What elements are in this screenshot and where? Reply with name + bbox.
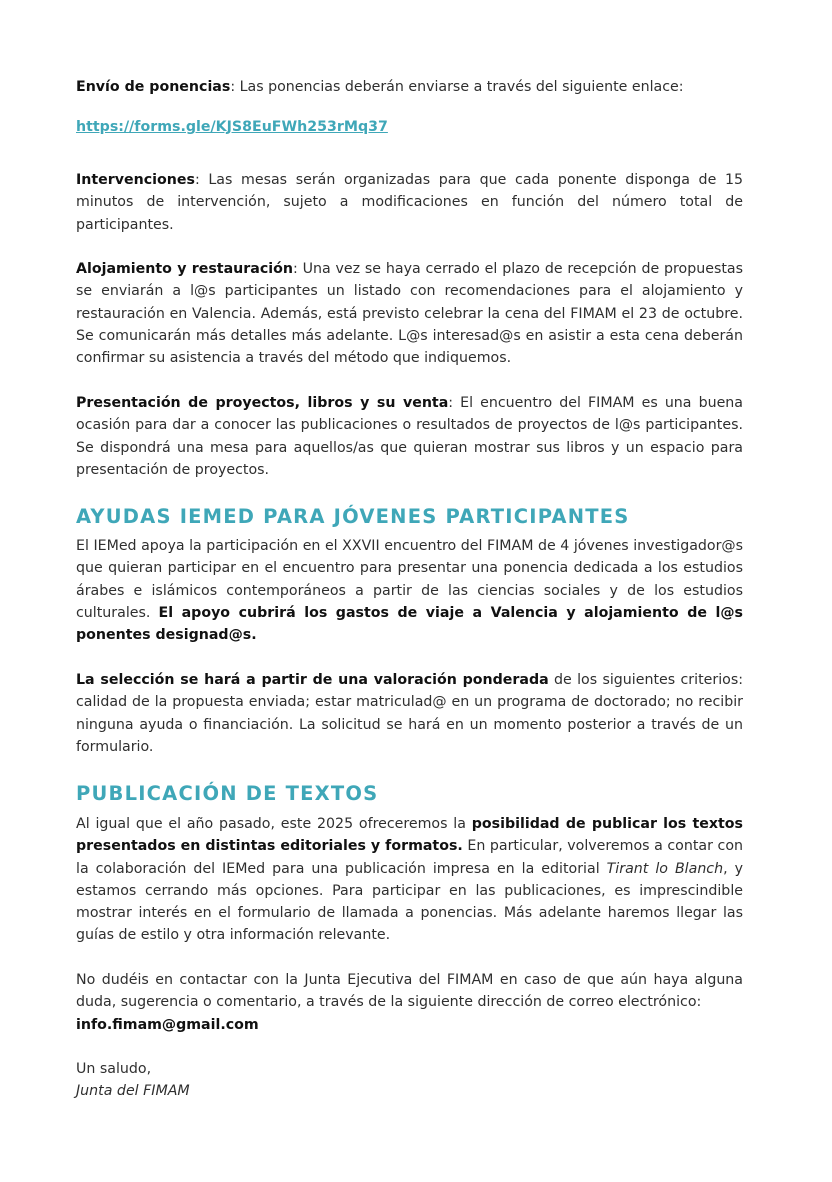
form-link[interactable]: https://forms.gle/KJS8EuFWh253rMq37 [76,119,388,135]
publicacion-text-3: , y estamos cerrando más opciones. Para participar en las publicaciones, es imprescindible mostrar interés en el formulario de llamada a ponencias. Más adelante haremos llegar las guías de estilo y otra información relevante. [76,860,744,944]
ayudas-heading-block [76,504,743,530]
contact-email[interactable]: info.fimam@gmail.com [76,1016,259,1033]
presentacion-paragraph [76,392,743,481]
cierre-paragraph [76,1058,743,1103]
alojamiento-section [76,258,743,369]
ayudas-p2-block [76,669,743,758]
alojamiento-label: Alojamiento y restauración [76,261,293,277]
alojamiento-text: : Una vez se haya cerrado el plazo de recepción de propuestas se enviarán a l@s participantes un listado con recomendaciones para el alojamiento y restauración en Valencia. Además, está previsto celebrar la cena del FIMAM el 23 de octubre. Se comunicarán más detalles más adelante. L@s interesad@s en asistir a esta cena deberán confirmar su asistencia a través del método que indiquemos. [76,261,743,367]
intervenciones-label: Intervenciones [76,172,195,188]
publicacion-heading: PUBLICACIÓN DE TEXTOS [76,782,379,805]
ayudas-p1-bold: El apoyo cubrirá los gastos de viaje a Valencia y alojamiento de l@s ponentes designad@s. [76,604,743,644]
publicacion-italic: Tirant lo Blanch [606,860,724,877]
publicacion-text-1: Al igual que el año pasado, este 2025 ofreceremos la [76,816,472,832]
publicacion-heading-block [76,781,743,807]
envio-text: : Las ponencias deberán enviarse a través del siguiente enlace: [230,79,684,95]
publicacion-paragraph [76,813,743,947]
ayudas-p2-text: de los siguientes criterios: calidad de la propuesta enviada; estar matriculad@ en un programa de doctorado; no recibir ninguna ayuda o financiación. La solicitud se hará en un momento posterior a través de un formulario. [76,672,743,755]
ayudas-heading: AYUDAS IEMED PARA JÓVENES PARTICIPANTES [76,505,630,528]
publicacion-text-2: En particular, volveremos a contar con la colaboración del IEMed para una publicación impresa en la editorial [76,838,743,877]
presentacion-section [76,392,743,481]
contacto-paragraph [76,969,743,1036]
contacto-text: No dudéis en contactar con la Junta Ejecutiva del FIMAM en caso de que aún haya alguna duda, sugerencia o comentario, a través de la siguiente dirección de correo electrónico: [76,972,743,1011]
presentacion-label: Presentación de proyectos, libros y su venta [76,395,449,411]
saludo: Un saludo, [76,1061,152,1077]
publicacion-bold: posibilidad de publicar los textos presentados en distintas editoriales y formatos. [76,816,743,855]
intervenciones-paragraph [76,169,743,236]
intervenciones-text: : Las mesas serán organizadas para que cada ponente disponga de 15 minutos de intervención, sujeto a modificaciones en función del número total de participantes. [76,172,743,233]
ayudas-paragraph-2 [76,669,743,758]
alojamiento-paragraph [76,258,743,369]
ayudas-p1-text: El IEMed apoya la participación en el XXVII encuentro del FIMAM de 4 jóvenes investigador@s que quieran participar en el encuentro para presentar una ponencia dedicada a los estudios árabes e islámicos contemporáneos a partir de las ciencias sociales y de los estudios culturales. [76,538,743,621]
cierre-block [76,1058,743,1103]
envio-section [76,76,743,98]
envio-label: Envío de ponencias [76,79,231,95]
ayudas-paragraph-1 [76,535,743,646]
firma: Junta del FIMAM [76,1083,190,1100]
intervenciones-section [76,169,743,236]
ayudas-p1-block [76,535,743,646]
envio-paragraph [76,76,743,98]
presentacion-text: : El encuentro del FIMAM es una buena ocasión para dar a conocer las publicaciones o resultados de proyectos de l@s participantes. Se dispondrá una mesa para aquellos/as que quieran mostrar sus libros y un espacio para presentación de proyectos. [76,395,743,478]
publicacion-block [76,813,743,947]
ayudas-p2-bold: La selección se hará a partir de una valoración ponderada [76,672,549,688]
envio-link-block [76,116,743,138]
contacto-block [76,969,743,1036]
